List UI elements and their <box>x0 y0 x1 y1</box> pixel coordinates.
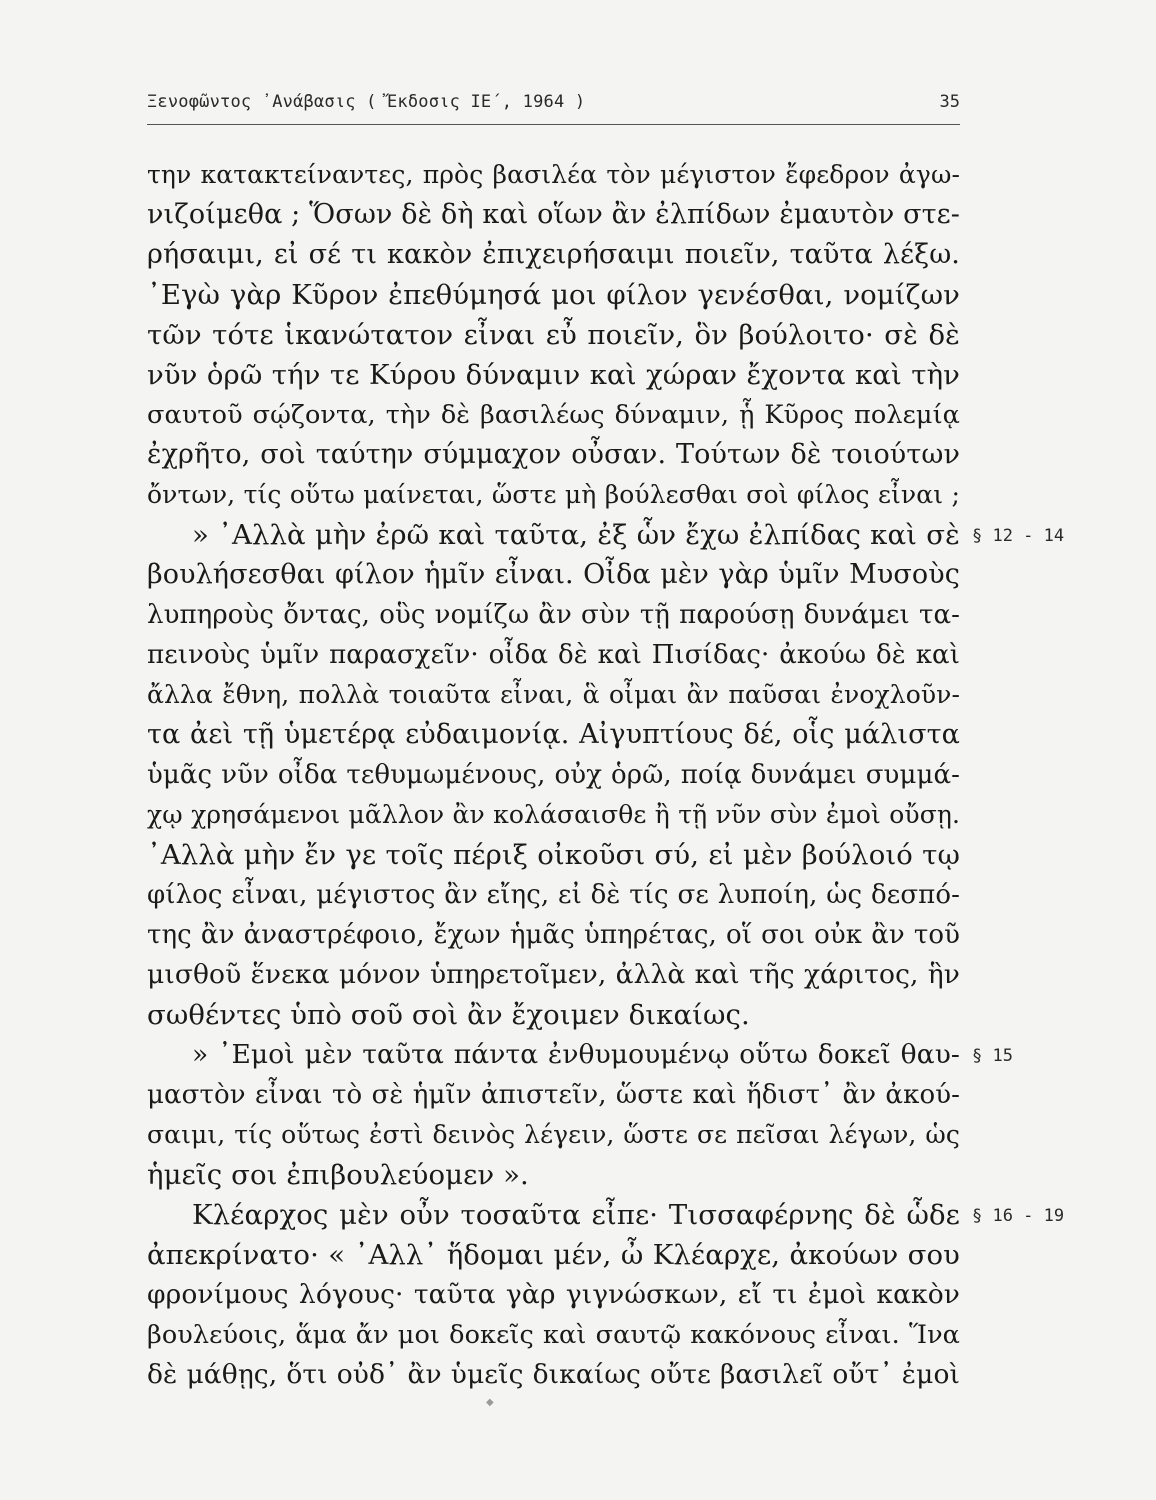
running-header <box>147 88 960 125</box>
printer-mark-icon: ◆ <box>486 1397 494 1408</box>
text-line: σαυτοῦ σῴζοντα, τὴν δὲ βασιλέως δύναμιν, ᾗ Κῦρος πολεμίᾳ <box>147 400 960 430</box>
section-reference: § 16 - 19 <box>972 1206 1065 1226</box>
text-line: πεινοὺς ὑμῖν παρασχεῖν· οἶδα δὲ καὶ Πισίδας· ἀκούω δὲ καὶ <box>147 640 960 670</box>
text-line: νῦν ὁρῶ τήν τε Κύρου δύναμιν καὶ χώραν ἔχοντα καὶ τὴν <box>147 359 960 391</box>
text-line: ἄλλα ἔθνη, πολλὰ τοιαῦτα εἶναι, ἃ οἶμαι ἂν παῦσαι ἐνοχλοῦν- <box>147 680 960 709</box>
section-reference: § 15 <box>972 1046 1013 1066</box>
text-line: ᾽Εγὼ γὰρ Κῦρον ἐπεθύμησά μοι φίλον γενέσθαι, νομίζων <box>147 279 960 311</box>
text-line: τα ἀεὶ τῇ ὑμετέρᾳ εὐδαιμονίᾳ. Αἰγυπτίους δέ, οἷς μάλιστα <box>147 719 960 750</box>
text-line: της ἂν ἀναστρέφοιο, ἔχων ἡμᾶς ὑπηρέτας, οἵ σοι οὐκ ἂν τοῦ <box>147 920 960 950</box>
text-line: ὄντων, τίς οὕτω μαίνεται, ὥστε μὴ βούλεσθαι σοὶ φίλος εἶναι ; <box>147 480 960 509</box>
text-line: ὑμᾶς νῦν οἶδα τεθυμωμένους, οὐχ ὁρῶ, ποίᾳ δυνάμει συμμά- <box>147 760 960 790</box>
text-line: ἀπεκρίνατο· « ᾽Αλλ᾽ ἥδομαι μέν, ὦ Κλέαρχε, ἀκούων σου <box>147 1239 960 1271</box>
text-line: » ᾽Αλλὰ μὴν ἐρῶ καὶ ταῦτα, ἐξ ὧν ἔχω ἐλπίδας καὶ σὲ <box>192 519 960 551</box>
text-line: ρήσαιμι, εἰ σέ τι κακὸν ἐπιχειρήσαιμι ποιεῖν, ταῦτα λέξω. <box>147 239 960 270</box>
running-title: Ξενοφῶντος ᾽Ανάβασις ( Ἔκδοσις ΙΕ΄, 1964 ) <box>147 92 586 112</box>
text-line: λυπηροὺς ὄντας, οὓς νομίζω ἂν σὺν τῇ παρούσῃ δυνάμει τα- <box>147 600 960 630</box>
text-line: δὲ μάθῃς, ὅτι οὐδ᾽ ἂν ὑμεῖς δικαίως οὔτε βασιλεῖ οὔτ᾽ ἐμοὶ <box>147 1359 960 1390</box>
text-line: ἡμεῖς σοι ἐπιβουλεύομεν ». <box>147 1159 529 1191</box>
text-line: μαστὸν εἶναι τὸ σὲ ἡμῖν ἀπιστεῖν, ὥστε καὶ ἥδιστ᾽ ἂν ἀκού- <box>147 1080 960 1110</box>
section-reference: § 12 - 14 <box>972 526 1065 546</box>
text-line: ἐχρῆτο, σοὶ ταύτην σύμμαχον οὖσαν. Τούτων δὲ τοιούτων <box>147 439 960 470</box>
text-line: φίλος εἶναι, μέγιστος ἂν εἴης, εἰ δὲ τίς σε λυποίη, ὡς δεσπό- <box>147 880 960 910</box>
text-line: Κλέαρχος μὲν οὖν τοσαῦτα εἶπε· Τισσαφέρνης δὲ ὧδε <box>192 1199 960 1231</box>
text-line: μισθοῦ ἕνεκα μόνον ὑπηρετοῖμεν, ἀλλὰ καὶ τῆς χάριτος, ἣν <box>147 959 960 990</box>
text-line: σωθέντες ὑπὸ σοῦ σοὶ ἂν ἔχοιμεν δικαίως. <box>147 999 750 1031</box>
text-line: σαιμι, τίς οὕτως ἐστὶ δεινὸς λέγειν, ὥστε σε πεῖσαι λέγων, ὡς <box>147 1120 960 1149</box>
text-line: την κατακτείναντες, πρὸς βασιλέα τὸν μέγιστον ἔφεδρον ἀγω- <box>147 160 960 189</box>
text-line: χῳ χρησάμενοι μᾶλλον ἂν κολάσαισθε ἢ τῇ νῦν σὺν ἐμοὶ οὔσῃ. <box>147 800 960 829</box>
text-line: νιζοίμεθα ; Ὅσων δὲ δὴ καὶ οἵων ἂν ἐλπίδων ἐμαυτὸν στε- <box>147 199 960 230</box>
text-line: φρονίμους λόγους· ταῦτα γὰρ γιγνώσκων, εἴ τι ἐμοὶ κακὸν <box>147 1279 960 1310</box>
text-line: » ᾽Εμοὶ μὲν ταῦτα πάντα ἐνθυμουμένῳ οὕτω δοκεῖ θαυ- <box>192 1039 960 1070</box>
text-line: ᾽Αλλὰ μὴν ἔν γε τοῖς πέριξ οἰκοῦσι σύ, εἰ μὲν βούλοιό τῳ <box>147 839 960 871</box>
text-line: βουλήσεσθαι φίλον ἡμῖν εἶναι. Οἶδα μὲν γὰρ ὑμῖν Μυσοὺς <box>147 559 960 590</box>
text-line: τῶν τότε ἱκανώτατον εἶναι εὖ ποιεῖν, ὃν βούλοιτο· σὲ δὲ <box>147 319 960 351</box>
text-line: βουλεύοις, ἅμα ἄν μοι δοκεῖς καὶ σαυτῷ κακόνους εἶναι. Ἵνα <box>147 1320 960 1350</box>
page-number: 35 <box>939 92 960 112</box>
